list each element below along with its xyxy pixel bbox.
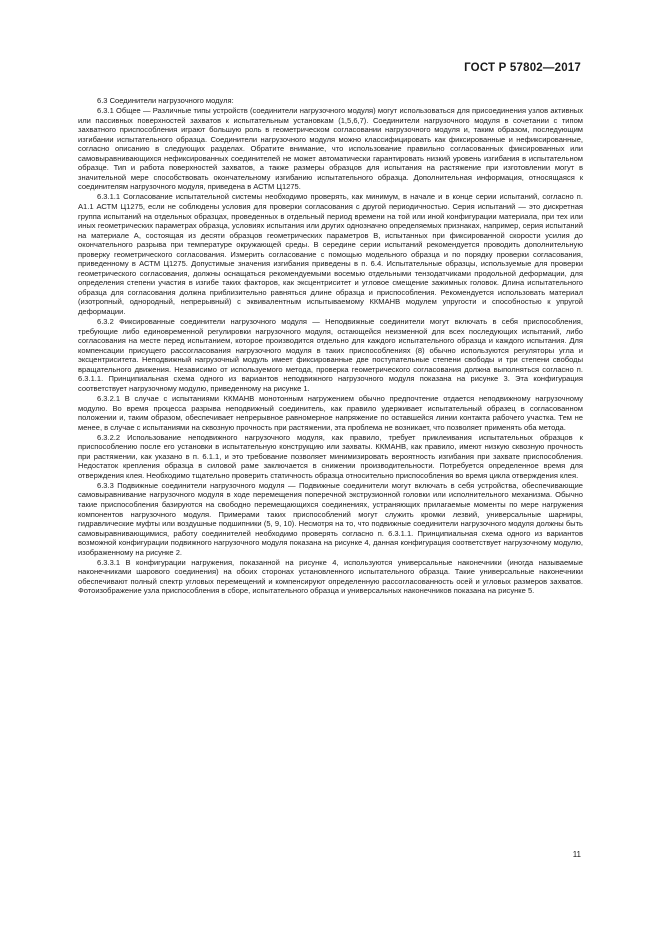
paragraph-6-3-1-1: 6.3.1.1 Согласование испытательной системы необходимо проверять, как минимум, в начале и в конце серии испытаний, согласно п. А1.1 АСТМ Ц1275, если не соблюдены условия для проверки согласования с другой периодичностью. Серия испытаний — это дискретная группа испытаний на отдельных образцах, проведенных в отдельный период времени на той или иной конфигурации материала, при тех или иных геометрических параметрах образца, условиях испытания или других однозначно определяемых признаках, например, серия испытаний на материале А, состоящая из десяти образцов геометрических параметров В, испытанных при фиксированной скорости усилия до окончательного разрыва при температуре окружающей среды. В середине серии испытаний рекомендуется проводить дополнительную проверку геометрического согласования. Измерить согласование с помощью модельного образца и по порядку проверки согласования, приведенному в АСТМ Ц1275. Допустимые значения изгибания приведены в п. 6.4. Испытательные образцы, используемые для проверки геометрического согласования, должны оснащаться рекомендуемыми восемью отдельными тензодатчиками продольной деформации, для определения степени участия в изгибе таких факторов, как эксцентриситет и угловое смещение зажимных головок. Длина испытательного образца для согласования должна приблизительно равняться длине образца и приспособления. Рекомендуется использовать материал (изотропный, однородный, непрерывный) с эквивалентным испытываемому ККМАНВ модулем упругости и способностью к упругой деформации. (78, 192, 583, 317)
document-body (78, 96, 583, 596)
section-heading-6-3: 6.3 Соединители нагрузочного модуля: (97, 96, 234, 105)
paragraph-6-3-1: 6.3.1 Общее — Различные типы устройств (соединители нагрузочного модуля) могут использоваться для присоединения узлов активных или пассивных поверхностей захватов к испытательным установкам (1,5,6,7). Соединители нагрузочного модуля в сочетании с типом захватного приспособления играют большую роль в геометрическом согласовании нагрузочного модуля и, таким образом, последующим изгибании испытательного образца. Соединители нагрузочного модуля можно классифицировать как фиксированные и нефиксированные, согласно описанию в следующих разделах. Обратите внимание, что использование правильно согласованных фиксированных или самовыравнивающихся нефиксированных соединителей не может автоматически гарантировать низкий уровень изгибания в испытательном образце. Тип и работа поверхностей захватов, а также размеры образцов для испытания на растяжение при изготовлении могут в значительной мере способствовать окончательному изгибанию испытательного образца. Дополнительная информация, относящаяся к соединителям нагрузочного модуля, приведена в АСТМ Ц1275. (78, 106, 583, 192)
paragraph-6-3-2-2: 6.3.2.2 Использование неподвижного нагрузочного модуля, как правило, требует приклеивания испытательных образцов к приспособлению после его установки в испытательную конструкцию или захваты. ККМАНВ, как правило, имеют низкую сквозную прочность при растяжении, как указано в п. 6.1.1, и это требование позволяет минимизировать вероятность изгибания при захвате приспособления. Недостаток крепления образца в силовой раме заключается в снижении производительности. Потребуется определенное время для отверждения клея. Необходимо тщательно проверить статичность образца относительно приспособления во время цикла отверждения клея. (78, 432, 583, 480)
page-number: 11 (572, 850, 581, 859)
paragraph-6-3-3: 6.3.3 Подвижные соединители нагрузочного модуля — Подвижные соединители могут включать в себя устройства, обеспечивающие самовыравнивание нагрузочного модуля в ходе перемещения поперечной экструзионной головки или исполнительного механизма. Обычно такие приспособления базируются на свободно перемещающихся соединениях, устраняющих прилагаемые моменты по мере нагружения компонентов нагрузочного модуля. Примерами таких приспособлений могут служить кромки лезвий, универсальные шарниры, гидравлические муфты или воздушные подшипники (5, 9, 10). Несмотря на то, что подвижные соединители нагрузочного модуля должны быть самовыравнивающимися, работу соединителей необходимо проверять согласно п. 6.3.1.1. Принципиальная схема одного из вариантов возможной конфигурации подвижного нагрузочного модуля показана на рисунке 4, данная конфигурация соответствует нагрузочному модулю, изображенному на рисунке 2. (78, 480, 583, 557)
document-header (464, 62, 581, 74)
paragraph-6-3-2: 6.3.2 Фиксированные соединители нагрузочного модуля — Неподвижные соединители могут включать в себя приспособления, требующие либо единовременной регулировки нагрузочного модуля, остающейся неизменной для всех последующих испытаний, либо согласования на месте перед испытанием, которое производится отдельно для каждого испытательного образца и каждого испытания. Для компенсации присущего рассогласования нагрузочного модуля в таких приспособлениях (8) обычно используются регуляторы угла и эксцентриситета. Неподвижный нагрузочный модуль имеет фиксированные две поступательные степени свободы и три степени свободы вращательного движения. Независимо от используемого метода, проверка геометрического согласования должна выполняться согласно п. 6.3.1.1. Принципиальная схема одного из вариантов неподвижного нагрузочного модуля показана на рисунке 3. Эта конфигурация соответствует нагрузочному модулю, приведенному на рисунке 1. (78, 317, 583, 393)
paragraph-6-3-3-1: 6.3.3.1 В конфигурации нагружения, показанной на рисунке 4, используются универсальные наконечники (иногда называемые наконечниками шарового соединения) на обоих сторонах установленного испытательного образца. Такие универсальные наконечники обеспечивают полный спектр угловых перемещений и компенсируют определенную рассогласованность осей и угловых размеров захватов. Фотоизображение узла приспособления в сборе, испытательного образца и универсальных наконечников показана на рисунке 5. (78, 557, 583, 596)
standard-id: ГОСТ Р 57802—2017 (464, 62, 581, 74)
paragraph-6-3-2-1: 6.3.2.1 В случае с испытаниями ККМАНВ монотонным нагружением обычно предпочтение отдается неподвижному нагрузочному модулю. Во время процесса разрыва неподвижный соединитель, как правило удерживает испытательный образец в согласованном положении и, таким образом, обеспечивает непрерывное равномерное напряжение по оставшейся линии контакта рабочего участка. Тем не менее, в случае с испытаниями на сквозную прочность при растяжении, эта проблема не возникает, что позволяет применять оба метода. (78, 393, 583, 432)
